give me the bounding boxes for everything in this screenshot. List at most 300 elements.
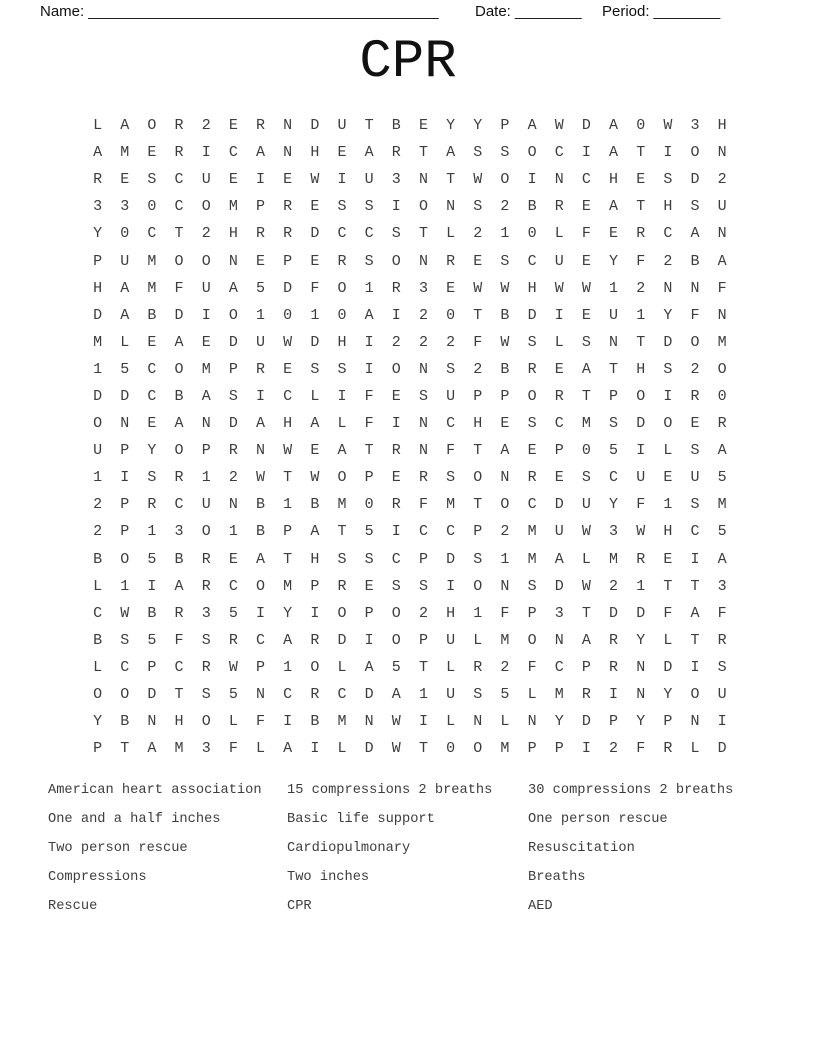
grid-letter: 1	[500, 225, 510, 243]
grid-letter: S	[690, 198, 700, 216]
grid-letter: R	[690, 387, 700, 405]
grid-letter: A	[120, 279, 130, 297]
grid-letter: C	[527, 252, 537, 270]
grid-letter: I	[391, 306, 401, 324]
grid-letter: M	[527, 550, 537, 568]
grid-letter: R	[554, 387, 564, 405]
word-list-item: Cardiopulmonary	[287, 841, 411, 856]
grid-letter: L	[663, 442, 673, 460]
period-label: Period:	[602, 3, 650, 20]
grid-letter: O	[174, 360, 184, 378]
grid-letter: T	[174, 225, 184, 243]
grid-letter: Y	[93, 713, 103, 731]
grid-letter: F	[717, 604, 727, 622]
grid-letter: P	[283, 252, 293, 270]
grid-letter: O	[337, 279, 347, 297]
grid-letter: E	[283, 360, 293, 378]
grid-letter: M	[446, 496, 456, 514]
grid-letter: S	[310, 360, 320, 378]
grid-letter: 1	[609, 279, 619, 297]
grid-letter: A	[609, 117, 619, 135]
grid-letter: R	[256, 117, 266, 135]
grid-letter: P	[93, 252, 103, 270]
grid-letter: H	[310, 550, 320, 568]
grid-row	[84, 383, 736, 410]
grid-letter: A	[391, 686, 401, 704]
grid-letter: W	[256, 469, 266, 487]
grid-letter: R	[717, 631, 727, 649]
grid-letter: 3	[609, 523, 619, 541]
grid-letter: D	[527, 306, 537, 324]
grid-letter: N	[690, 279, 700, 297]
grid-letter: 1	[147, 523, 157, 541]
grid-letter: N	[418, 442, 428, 460]
grid-letter: N	[527, 713, 537, 731]
grid-letter: E	[391, 469, 401, 487]
grid-letter: I	[201, 144, 211, 162]
grid-letter: A	[500, 442, 510, 460]
grid-letter: I	[310, 740, 320, 758]
grid-letter: C	[418, 523, 428, 541]
grid-letter: C	[690, 523, 700, 541]
grid-letter: R	[310, 631, 320, 649]
grid-letter: E	[310, 252, 320, 270]
grid-letter: C	[93, 604, 103, 622]
word-list-item: American heart association	[48, 783, 262, 798]
grid-letter: C	[174, 171, 184, 189]
grid-letter: T	[690, 577, 700, 595]
grid-letter: 2	[609, 577, 619, 595]
grid-letter: 3	[120, 198, 130, 216]
grid-letter: O	[636, 387, 646, 405]
grid-letter: 1	[418, 686, 428, 704]
grid-letter: S	[391, 225, 401, 243]
grid-letter: T	[418, 740, 428, 758]
grid-letter: 2	[690, 360, 700, 378]
grid-letter: A	[364, 144, 374, 162]
grid-letter: 1	[283, 496, 293, 514]
grid-letter: L	[690, 740, 700, 758]
grid-letter: 2	[418, 333, 428, 351]
grid-letter: S	[337, 550, 347, 568]
grid-letter: 1	[283, 658, 293, 676]
grid-letter: 0	[337, 306, 347, 324]
grid-letter: 1	[93, 360, 103, 378]
grid-letter: C	[581, 171, 591, 189]
grid-letter: B	[500, 306, 510, 324]
grid-letter: M	[500, 740, 510, 758]
grid-letter: A	[446, 144, 456, 162]
grid-letter: R	[283, 225, 293, 243]
grid-letter: 5	[500, 686, 510, 704]
grid-letter: U	[256, 333, 266, 351]
grid-letter: F	[663, 604, 673, 622]
grid-letter: A	[690, 604, 700, 622]
grid-letter: E	[527, 442, 537, 460]
grid-letter: T	[690, 631, 700, 649]
grid-letter: B	[256, 523, 266, 541]
grid-letter: A	[174, 415, 184, 433]
grid-letter: P	[527, 604, 537, 622]
name-field	[40, 2, 439, 22]
grid-letter: A	[256, 144, 266, 162]
grid-letter: P	[147, 658, 157, 676]
grid-letter: N	[473, 713, 483, 731]
grid-letter: C	[554, 144, 564, 162]
grid-letter: T	[174, 686, 184, 704]
word-list	[48, 776, 768, 921]
grid-letter: L	[663, 631, 673, 649]
grid-letter: F	[174, 631, 184, 649]
grid-row	[84, 573, 736, 600]
grid-letter: E	[310, 198, 320, 216]
grid-letter: S	[418, 387, 428, 405]
grid-letter: C	[228, 144, 238, 162]
grid-letter: 2	[418, 306, 428, 324]
grid-letter: R	[174, 144, 184, 162]
grid-letter: 2	[201, 117, 211, 135]
grid-letter: M	[581, 415, 591, 433]
grid-letter: M	[527, 523, 537, 541]
grid-letter: S	[337, 360, 347, 378]
grid-letter: T	[283, 550, 293, 568]
grid-letter: 2	[418, 604, 428, 622]
grid-letter: L	[554, 225, 564, 243]
grid-letter: A	[228, 279, 238, 297]
grid-letter: M	[500, 631, 510, 649]
grid-letter: 3	[201, 604, 211, 622]
grid-letter: L	[228, 713, 238, 731]
grid-letter: O	[120, 550, 130, 568]
grid-letter: I	[256, 387, 266, 405]
grid-letter: P	[256, 198, 266, 216]
grid-letter: N	[418, 415, 428, 433]
word-list-item: One and a half inches	[48, 812, 221, 827]
grid-letter: M	[554, 686, 564, 704]
word-list-item: AED	[528, 899, 553, 914]
grid-letter: D	[581, 117, 591, 135]
grid-letter: S	[663, 360, 673, 378]
grid-letter: C	[337, 225, 347, 243]
grid-letter: E	[147, 415, 157, 433]
grid-letter: U	[201, 171, 211, 189]
grid-letter: C	[663, 225, 673, 243]
grid-letter: Y	[609, 252, 619, 270]
grid-letter: S	[337, 198, 347, 216]
grid-letter: E	[337, 144, 347, 162]
grid-letter: U	[554, 252, 564, 270]
grid-letter: S	[364, 198, 374, 216]
grid-letter: D	[174, 306, 184, 324]
grid-letter: A	[364, 306, 374, 324]
grid-letter: 2	[93, 496, 103, 514]
grid-letter: B	[391, 117, 401, 135]
grid-letter: W	[283, 442, 293, 460]
grid-letter: S	[690, 442, 700, 460]
grid-letter: H	[473, 415, 483, 433]
grid-letter: I	[283, 713, 293, 731]
grid-letter: A	[717, 442, 727, 460]
grid-letter: U	[554, 523, 564, 541]
grid-letter: R	[201, 550, 211, 568]
grid-row	[84, 193, 736, 220]
grid-letter: R	[391, 279, 401, 297]
grid-letter: H	[527, 279, 537, 297]
grid-letter: N	[690, 713, 700, 731]
grid-letter: O	[690, 333, 700, 351]
word-list-item: Two inches	[287, 870, 370, 885]
grid-letter: A	[554, 550, 564, 568]
grid-letter: 0	[120, 225, 130, 243]
grid-letter: S	[364, 550, 374, 568]
grid-letter: I	[337, 387, 347, 405]
grid-letter: I	[391, 415, 401, 433]
grid-letter: D	[717, 740, 727, 758]
grid-letter: L	[93, 117, 103, 135]
grid-letter: O	[256, 577, 266, 595]
grid-letter: S	[228, 387, 238, 405]
grid-letter: O	[337, 604, 347, 622]
grid-letter: 1	[93, 469, 103, 487]
grid-letter: O	[147, 117, 157, 135]
grid-letter: S	[527, 415, 537, 433]
grid-letter: R	[663, 740, 673, 758]
grid-letter: L	[446, 713, 456, 731]
grid-letter: N	[283, 117, 293, 135]
grid-letter: O	[690, 686, 700, 704]
grid-letter: 2	[473, 225, 483, 243]
grid-letter: L	[93, 658, 103, 676]
grid-letter: I	[256, 604, 266, 622]
grid-letter: S	[663, 171, 673, 189]
name-blank-line: __________________________________________	[88, 3, 439, 20]
word-list-item: 30 compressions 2 breaths	[528, 783, 734, 798]
grid-letter: T	[473, 306, 483, 324]
grid-letter: 5	[147, 550, 157, 568]
grid-letter: W	[228, 658, 238, 676]
grid-letter: O	[527, 631, 537, 649]
grid-letter: D	[554, 496, 564, 514]
grid-letter: 0	[717, 387, 727, 405]
grid-letter: H	[609, 171, 619, 189]
grid-letter: U	[581, 496, 591, 514]
grid-letter: S	[201, 686, 211, 704]
grid-row	[84, 546, 736, 573]
grid-letter: 2	[500, 523, 510, 541]
grid-letter: N	[636, 658, 646, 676]
name-label: Name:	[40, 3, 85, 20]
grid-letter: R	[174, 117, 184, 135]
grid-letter: U	[120, 252, 130, 270]
grid-letter: O	[500, 171, 510, 189]
grid-letter: O	[527, 144, 537, 162]
grid-letter: R	[609, 631, 619, 649]
grid-letter: R	[391, 442, 401, 460]
grid-letter: R	[717, 415, 727, 433]
grid-letter: I	[120, 469, 130, 487]
grid-letter: R	[636, 225, 646, 243]
grid-letter: I	[527, 171, 537, 189]
grid-letter: M	[174, 740, 184, 758]
grid-letter: E	[581, 306, 591, 324]
grid-letter: F	[500, 604, 510, 622]
grid-letter: D	[337, 631, 347, 649]
grid-letter: F	[690, 306, 700, 324]
grid-letter: C	[147, 387, 157, 405]
grid-letter: M	[201, 360, 211, 378]
word-list-item: CPR	[287, 899, 312, 914]
grid-letter: D	[663, 658, 673, 676]
grid-letter: P	[201, 442, 211, 460]
grid-letter: W	[581, 523, 591, 541]
grid-letter: D	[446, 550, 456, 568]
grid-letter: D	[93, 387, 103, 405]
grid-letter: A	[717, 252, 727, 270]
grid-letter: L	[581, 550, 591, 568]
grid-letter: T	[636, 198, 646, 216]
grid-letter: F	[581, 225, 591, 243]
grid-letter: 5	[717, 469, 727, 487]
grid-letter: I	[418, 713, 428, 731]
grid-letter: N	[418, 252, 428, 270]
grid-letter: L	[310, 387, 320, 405]
grid-letter: E	[147, 333, 157, 351]
grid-letter: 1	[201, 469, 211, 487]
grid-letter: P	[228, 360, 238, 378]
grid-letter: O	[93, 415, 103, 433]
grid-letter: U	[446, 686, 456, 704]
grid-letter: N	[283, 144, 293, 162]
grid-letter: M	[93, 333, 103, 351]
word-column	[528, 776, 768, 921]
grid-row	[84, 166, 736, 193]
grid-letter: S	[473, 198, 483, 216]
grid-row	[84, 410, 736, 437]
grid-letter: O	[174, 252, 184, 270]
grid-letter: U	[446, 631, 456, 649]
grid-letter: B	[174, 387, 184, 405]
grid-letter: E	[283, 171, 293, 189]
grid-letter: R	[391, 144, 401, 162]
grid-letter: H	[310, 144, 320, 162]
grid-letter: D	[663, 333, 673, 351]
grid-letter: O	[201, 252, 211, 270]
grid-letter: P	[364, 469, 374, 487]
grid-letter: 3	[93, 198, 103, 216]
date-blank-line: ________	[514, 3, 582, 20]
grid-letter: C	[147, 360, 157, 378]
grid-letter: T	[609, 360, 619, 378]
puzzle-title: CPR	[359, 32, 457, 93]
grid-letter: W	[581, 279, 591, 297]
grid-letter: D	[283, 279, 293, 297]
grid-letter: R	[147, 496, 157, 514]
grid-letter: 5	[364, 523, 374, 541]
grid-letter: B	[147, 306, 157, 324]
grid-letter: E	[690, 415, 700, 433]
grid-letter: A	[581, 631, 591, 649]
grid-letter: R	[256, 360, 266, 378]
grid-letter: B	[500, 360, 510, 378]
grid-letter: O	[473, 469, 483, 487]
grid-letter: 1	[636, 577, 646, 595]
grid-letter: S	[364, 252, 374, 270]
grid-letter: 3	[201, 740, 211, 758]
grid-letter: 0	[581, 442, 591, 460]
grid-letter: D	[636, 415, 646, 433]
grid-letter: O	[663, 415, 673, 433]
grid-letter: C	[120, 658, 130, 676]
grid-letter: A	[609, 198, 619, 216]
grid-letter: I	[609, 686, 619, 704]
grid-letter: N	[554, 171, 564, 189]
grid-letter: R	[418, 469, 428, 487]
grid-letter: A	[174, 577, 184, 595]
grid-letter: Y	[147, 442, 157, 460]
grid-letter: A	[527, 117, 537, 135]
grid-letter: D	[147, 686, 157, 704]
grid-letter: E	[120, 171, 130, 189]
grid-letter: T	[418, 225, 428, 243]
grid-letter: O	[201, 198, 211, 216]
grid-row	[84, 275, 736, 302]
grid-letter: U	[201, 279, 211, 297]
grid-letter: I	[690, 550, 700, 568]
grid-letter: M	[228, 198, 238, 216]
grid-letter: O	[228, 306, 238, 324]
grid-letter: L	[500, 713, 510, 731]
grid-letter: A	[174, 333, 184, 351]
grid-letter: I	[446, 577, 456, 595]
grid-letter: C	[228, 577, 238, 595]
grid-letter: O	[174, 442, 184, 460]
grid-letter: Y	[283, 604, 293, 622]
grid-letter: T	[473, 496, 483, 514]
grid-letter: L	[473, 631, 483, 649]
grid-letter: N	[717, 225, 727, 243]
grid-letter: 0	[283, 306, 293, 324]
grid-letter: N	[418, 360, 428, 378]
grid-letter: H	[283, 415, 293, 433]
grid-letter: R	[337, 252, 347, 270]
grid-letter: 2	[228, 469, 238, 487]
grid-letter: T	[364, 442, 374, 460]
grid-letter: L	[446, 658, 456, 676]
grid-letter: F	[717, 279, 727, 297]
grid-letter: S	[527, 333, 537, 351]
grid-letter: H	[663, 198, 673, 216]
grid-letter: N	[663, 279, 673, 297]
grid-letter: O	[120, 686, 130, 704]
grid-letter: 1	[310, 306, 320, 324]
grid-letter: H	[228, 225, 238, 243]
grid-letter: B	[310, 496, 320, 514]
grid-letter: D	[364, 686, 374, 704]
grid-letter: O	[93, 686, 103, 704]
grid-letter: I	[364, 333, 374, 351]
grid-letter: U	[609, 306, 619, 324]
grid-letter: E	[228, 171, 238, 189]
grid-letter: 3	[418, 279, 428, 297]
grid-letter: E	[391, 387, 401, 405]
grid-letter: T	[337, 523, 347, 541]
grid-letter: Y	[663, 686, 673, 704]
grid-letter: F	[174, 279, 184, 297]
grid-letter: R	[201, 658, 211, 676]
grid-letter: R	[527, 469, 537, 487]
grid-letter: I	[581, 740, 591, 758]
grid-letter: C	[527, 496, 537, 514]
